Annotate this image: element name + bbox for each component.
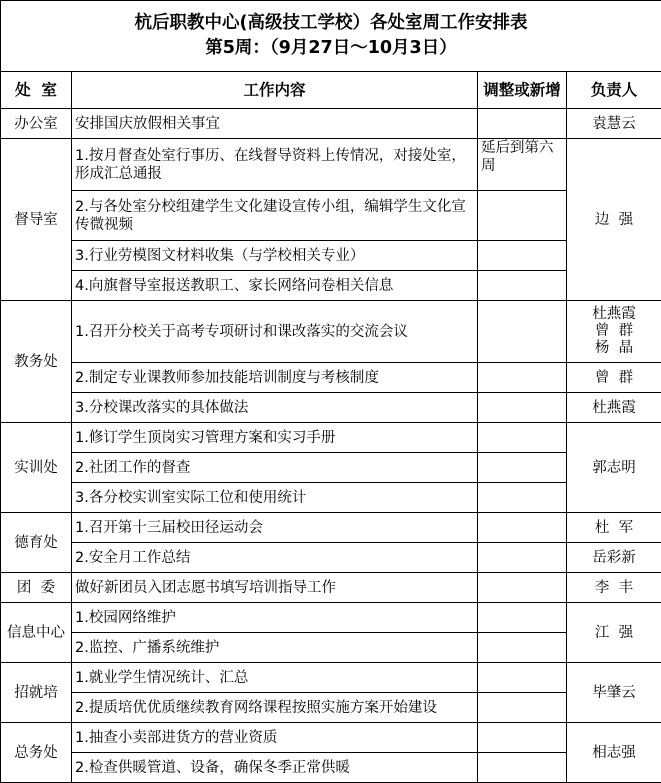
adjust-cell [478,271,567,301]
adjust-cell [478,109,567,139]
dept-cell: 实训处 [1,423,72,513]
adjust-cell [478,573,567,603]
adjust-cell [478,753,567,783]
table-row [1,513,661,543]
table-row [1,109,661,139]
adjust-cell [478,393,567,423]
table-title: 杭后职教中心(高级技工学校）各处室周工作安排表 [4,11,658,36]
task-cell: 1.就业学生情况统计、汇总 [72,663,478,693]
table-row [1,663,661,693]
table-row [1,363,661,393]
task-cell: 做好新团员入团志愿书填写培训指导工作 [72,573,478,603]
adjust-cell [478,301,567,363]
title-cell [1,1,661,72]
task-cell: 1.召开第十三届校田径运动会 [72,513,478,543]
owner-cell: 江 强 [567,603,661,663]
dept-cell: 办公室 [1,109,72,139]
task-cell: 1.按月督查处室行事历、在线督导资料上传情况，对接处室，形成汇总通报 [72,139,478,191]
task-cell: 1.修订学生顶岗实习管理方案和实习手册 [72,423,478,453]
adjust-cell [478,603,567,633]
table-row [1,423,661,453]
table-row [1,603,661,633]
adjust-cell [478,191,567,241]
title-row [1,1,661,72]
dept-cell: 信息中心 [1,603,72,663]
adjust-cell [478,663,567,693]
table-row [1,301,661,363]
table-row [1,271,661,301]
header-owner: 负责人 [567,72,661,109]
owner-cell: 李 丰 [567,573,661,603]
owner-cell: 袁慧云 [567,109,661,139]
table-row [1,693,661,723]
task-cell: 1.校园网络维护 [72,603,478,633]
adjust-cell [478,363,567,393]
dept-cell: 德育处 [1,513,72,573]
adjust-cell [478,241,567,271]
adjust-cell [478,543,567,573]
task-cell: 2.检查供暖管道、设备，确保冬季正常供暖 [72,753,478,783]
header-adjust: 调整或新增 [478,72,567,109]
task-cell: 2.安全月工作总结 [72,543,478,573]
adjust-cell [478,693,567,723]
table-row [1,573,661,603]
table-row [1,453,661,483]
dept-cell: 总务处 [1,723,72,783]
table-row [1,139,661,191]
table-subtitle: 第5周：（9月27日～10月3日） [4,36,658,61]
owner-cell: 岳彩新 [567,543,661,573]
task-cell: 3.分校课改落实的具体做法 [72,393,478,423]
task-cell: 2.监控、广播系统维护 [72,633,478,663]
dept-cell: 招就培 [1,663,72,723]
owner-cell [567,301,661,363]
task-cell: 4.向旗督导室报送教职工、家长网络问卷相关信息 [72,271,478,301]
adjust-cell [478,633,567,663]
adjust-cell [478,723,567,753]
owner-name: 曾 群 [570,323,658,340]
table-row [1,723,661,753]
owner-cell: 曾 群 [567,363,661,393]
table-row [1,241,661,271]
task-cell: 3.行业劳模图文材料收集（与学校相关专业） [72,241,478,271]
table-row [1,753,661,783]
table-row [1,633,661,663]
table-row [1,543,661,573]
task-cell: 2.提质培优优质继续教育网络课程按照实施方案开始建设 [72,693,478,723]
owner-cell: 相志强 [567,723,661,783]
dept-cell: 团 委 [1,573,72,603]
owner-cell: 毕肇云 [567,663,661,723]
header-content: 工作内容 [72,72,478,109]
owner-name: 杨 晶 [570,340,658,357]
header-dept: 处 室 [1,72,72,109]
task-cell: 2.制定专业课教师参加技能培训制度与考核制度 [72,363,478,393]
task-cell: 安排国庆放假相关事宜 [72,109,478,139]
table-row [1,483,661,513]
adjust-cell: 延后到第六周 [478,139,567,191]
task-cell: 2.与各处室分校组建学生文化建设宣传小组，编辑学生文化宣传微视频 [72,191,478,241]
task-cell: 3.各分校实训室实际工位和使用统计 [72,483,478,513]
dept-cell: 教务处 [1,301,72,423]
owner-cell: 杜燕霞 [567,393,661,423]
task-cell: 2.社团工作的督查 [72,453,478,483]
adjust-cell [478,483,567,513]
adjust-cell [478,513,567,543]
owner-cell: 边 强 [567,139,661,301]
owner-cell: 杜 军 [567,513,661,543]
adjust-cell [478,423,567,453]
header-row [1,72,661,109]
dept-cell: 督导室 [1,139,72,301]
owner-cell: 郭志明 [567,423,661,513]
table-row [1,191,661,241]
owner-name: 杜燕霞 [570,306,658,323]
task-cell: 1.召开分校关于高考专项研讨和课改落实的交流会议 [72,301,478,363]
task-cell: 1.抽查小卖部进货方的营业资质 [72,723,478,753]
table-row [1,393,661,423]
adjust-cell [478,453,567,483]
